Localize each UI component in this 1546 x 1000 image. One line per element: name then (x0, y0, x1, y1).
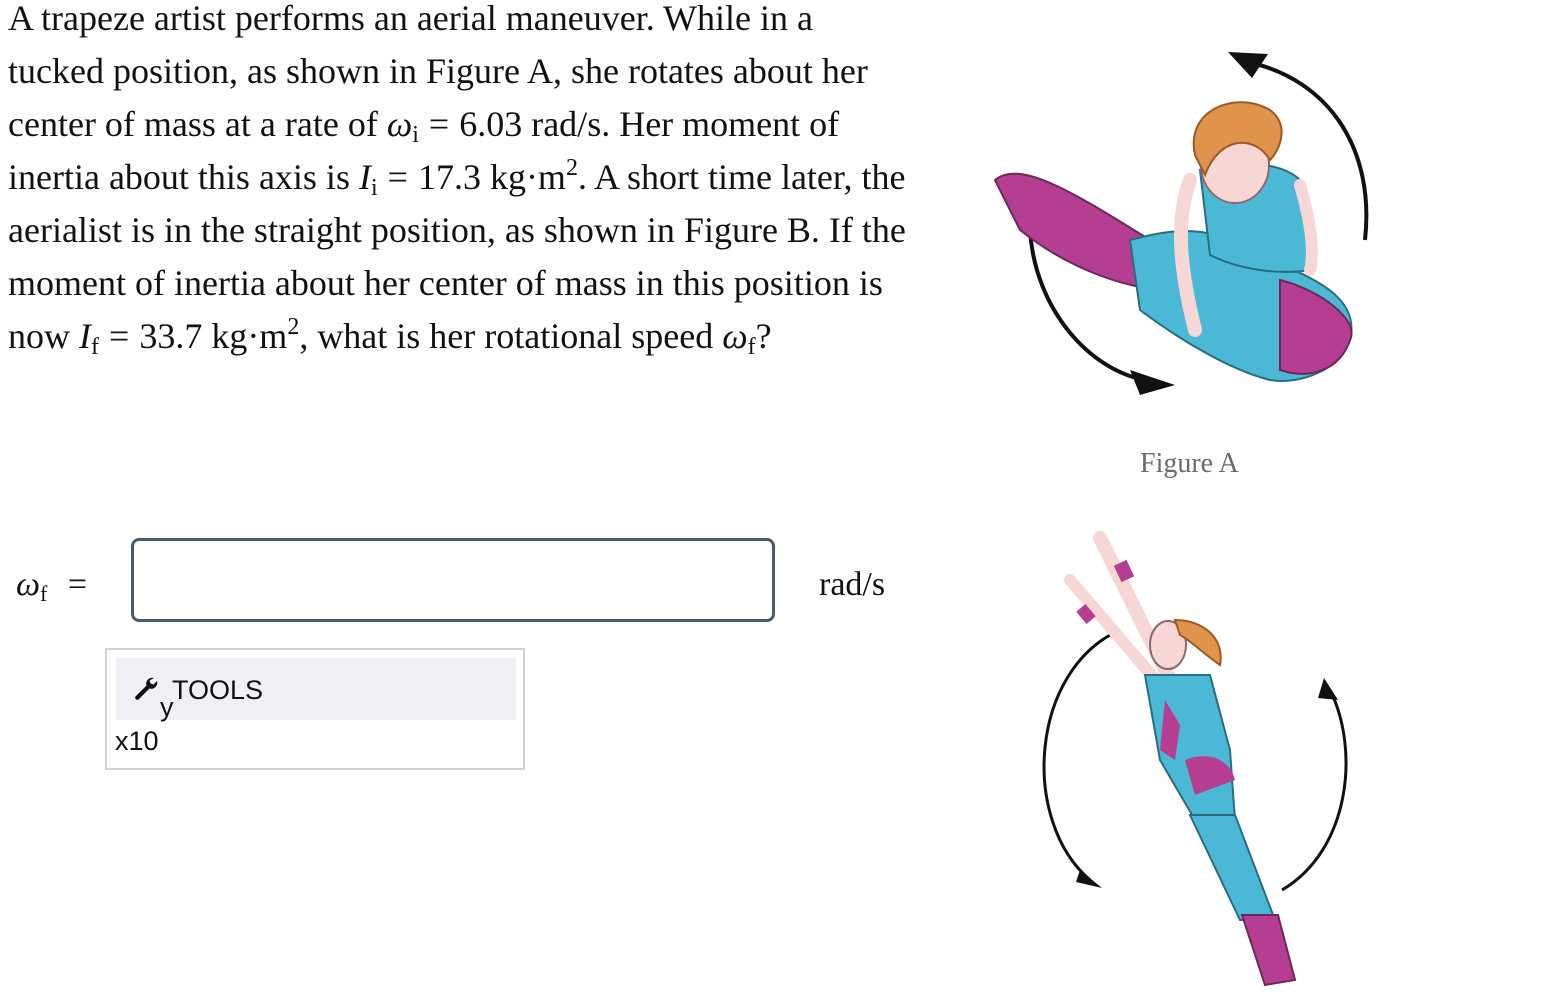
equals-sign: = (387, 157, 408, 197)
answer-unit: rad/s (819, 566, 886, 603)
question-mark: ? (755, 316, 772, 356)
superscript-2: 2 (565, 155, 578, 181)
tools-button[interactable] (116, 658, 516, 720)
inertia-f-value: 33.7 kg·m (139, 316, 288, 356)
omega-symbol: ω (722, 316, 748, 356)
problem-text-4: , what is her rotational speed (299, 316, 723, 356)
omega-f-subscript: f (40, 581, 48, 606)
equals-sign: = (428, 104, 450, 144)
omega-f-symbol: ω (16, 566, 41, 603)
subscript-i: i (412, 122, 419, 148)
subscript-i: i (370, 175, 378, 201)
equals-sign: = (109, 316, 130, 356)
problem-statement (8, 0, 908, 363)
inertia-i-value: 17.3 kg·m (417, 157, 566, 197)
subscript-f: f (91, 334, 99, 360)
answer-input[interactable] (131, 538, 775, 622)
problem-text-1: A trapeze artist performs an aerial maneuver. While in a tucked position, as shown in Figure A, she rotates about her center of mass at a rate of (8, 0, 868, 144)
subscript-f: f (747, 334, 756, 360)
inertia-symbol: I (79, 316, 91, 356)
problem-text-3: . A short time later, the aerialist is in the straight position, as shown in Figure B. If the moment of inertia about her center of mass in this position is now (8, 157, 906, 356)
figure-b-straight-aerialist (1020, 520, 1360, 995)
omega-i-value: 6.03 rad/s. (459, 104, 611, 144)
tools-y-label: y (160, 692, 174, 722)
problem-text-2: Her moment of inertia about this axis is (8, 104, 840, 197)
answer-label (16, 566, 87, 604)
figure-a-caption: Figure A (1140, 448, 1239, 479)
wrench-icon (132, 675, 160, 703)
arrowhead-bottom (1130, 370, 1175, 395)
answer-equals: = (67, 566, 88, 603)
tools-panel (105, 648, 525, 770)
tools-label: TOOLS (172, 675, 264, 705)
inertia-symbol: I (358, 157, 371, 197)
superscript-2: 2 (287, 314, 300, 340)
x10-label[interactable]: x10 (115, 726, 159, 756)
omega-symbol: ω (386, 104, 413, 144)
figure-a-tucked-aerialist (980, 40, 1380, 400)
